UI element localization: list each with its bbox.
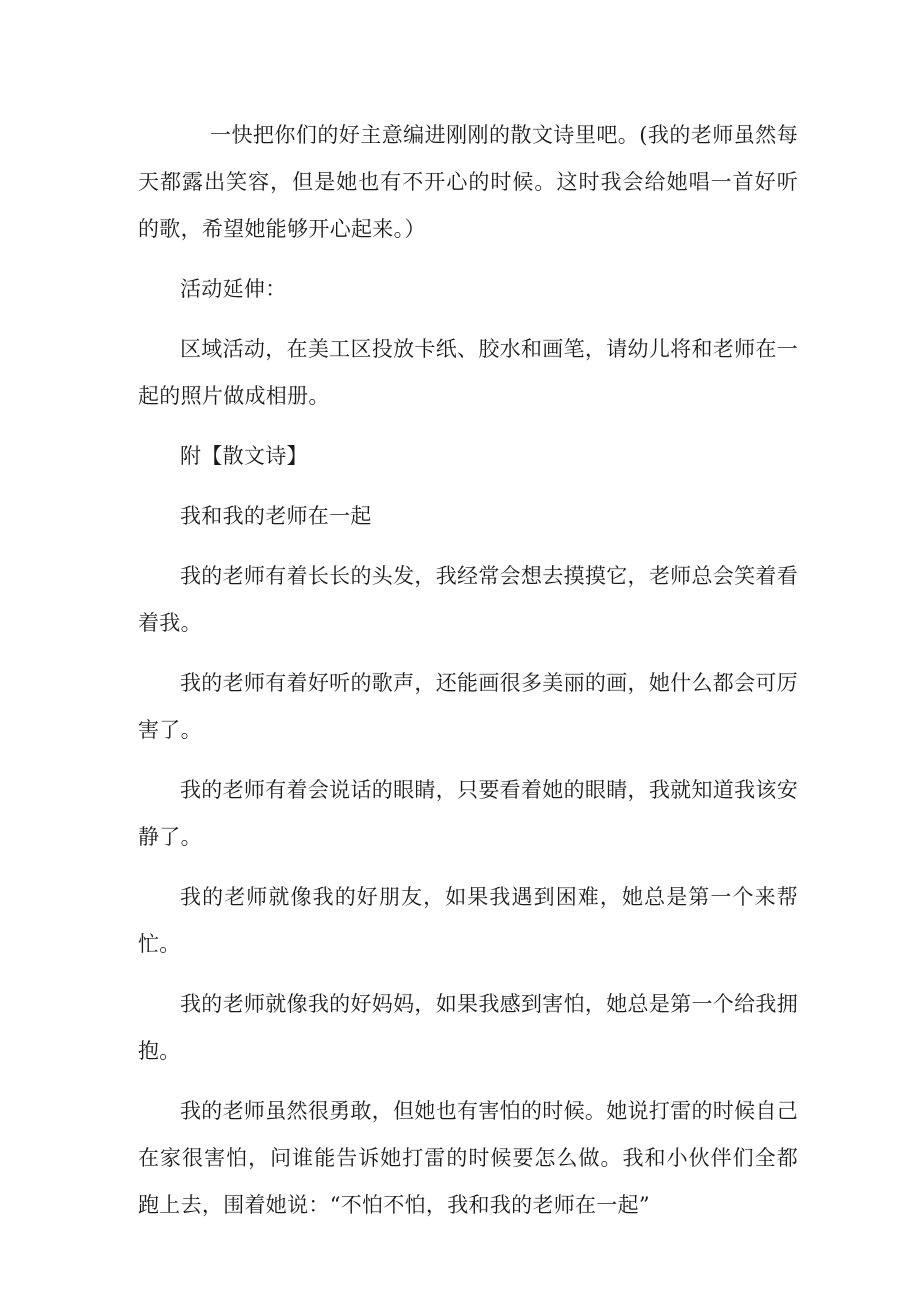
appendix-heading: 附【散文诗】	[180, 444, 308, 468]
poem-stanza-thunder: 我的老师虽然很勇敢，但她也有害怕的时候。她说打雷的时候自己在家很害怕，问谁能告诉她打雷的时候要怎么做。我和小伙伴们全都跑上去，围着她说：“不怕不怕，我和我的老师在一起”	[138, 1099, 798, 1217]
document-body	[138, 112, 798, 1242]
poem-stanza-friend: 我的老师就像我的好朋友，如果我遇到困难，她总是第一个来帮忙。	[138, 885, 798, 956]
poem-stanza-voice: 我的老师有着好听的歌声，还能画很多美丽的画，她什么都会可厉害了。	[138, 671, 798, 742]
activity-extension-heading: 活动延伸：	[180, 277, 287, 301]
poem-stanza-hair: 我的老师有着长长的头发，我经常会想去摸摸它，老师总会笑着看着我。	[138, 564, 798, 635]
poem-stanza-mother: 我的老师就像我的好妈妈，如果我感到害怕，她总是第一个给我拥抱。	[138, 992, 798, 1063]
poem-title: 我和我的老师在一起	[180, 504, 372, 528]
paragraph-area-activity: 区域活动，在美工区投放卡纸、胶水和画笔，请幼儿将和老师在一起的照片做成相册。	[138, 337, 798, 408]
poem-stanza-eyes: 我的老师有着会说话的眼睛，只要看着她的眼睛，我就知道我该安静了。	[138, 778, 798, 849]
paragraph-intro: 一快把你们的好主意编进刚刚的散文诗里吧。(我的老师虽然每天都露出笑容，但是她也有不开心的时候。这时我会给她唱一首好听的歌，希望她能够开心起来。）	[138, 123, 798, 241]
